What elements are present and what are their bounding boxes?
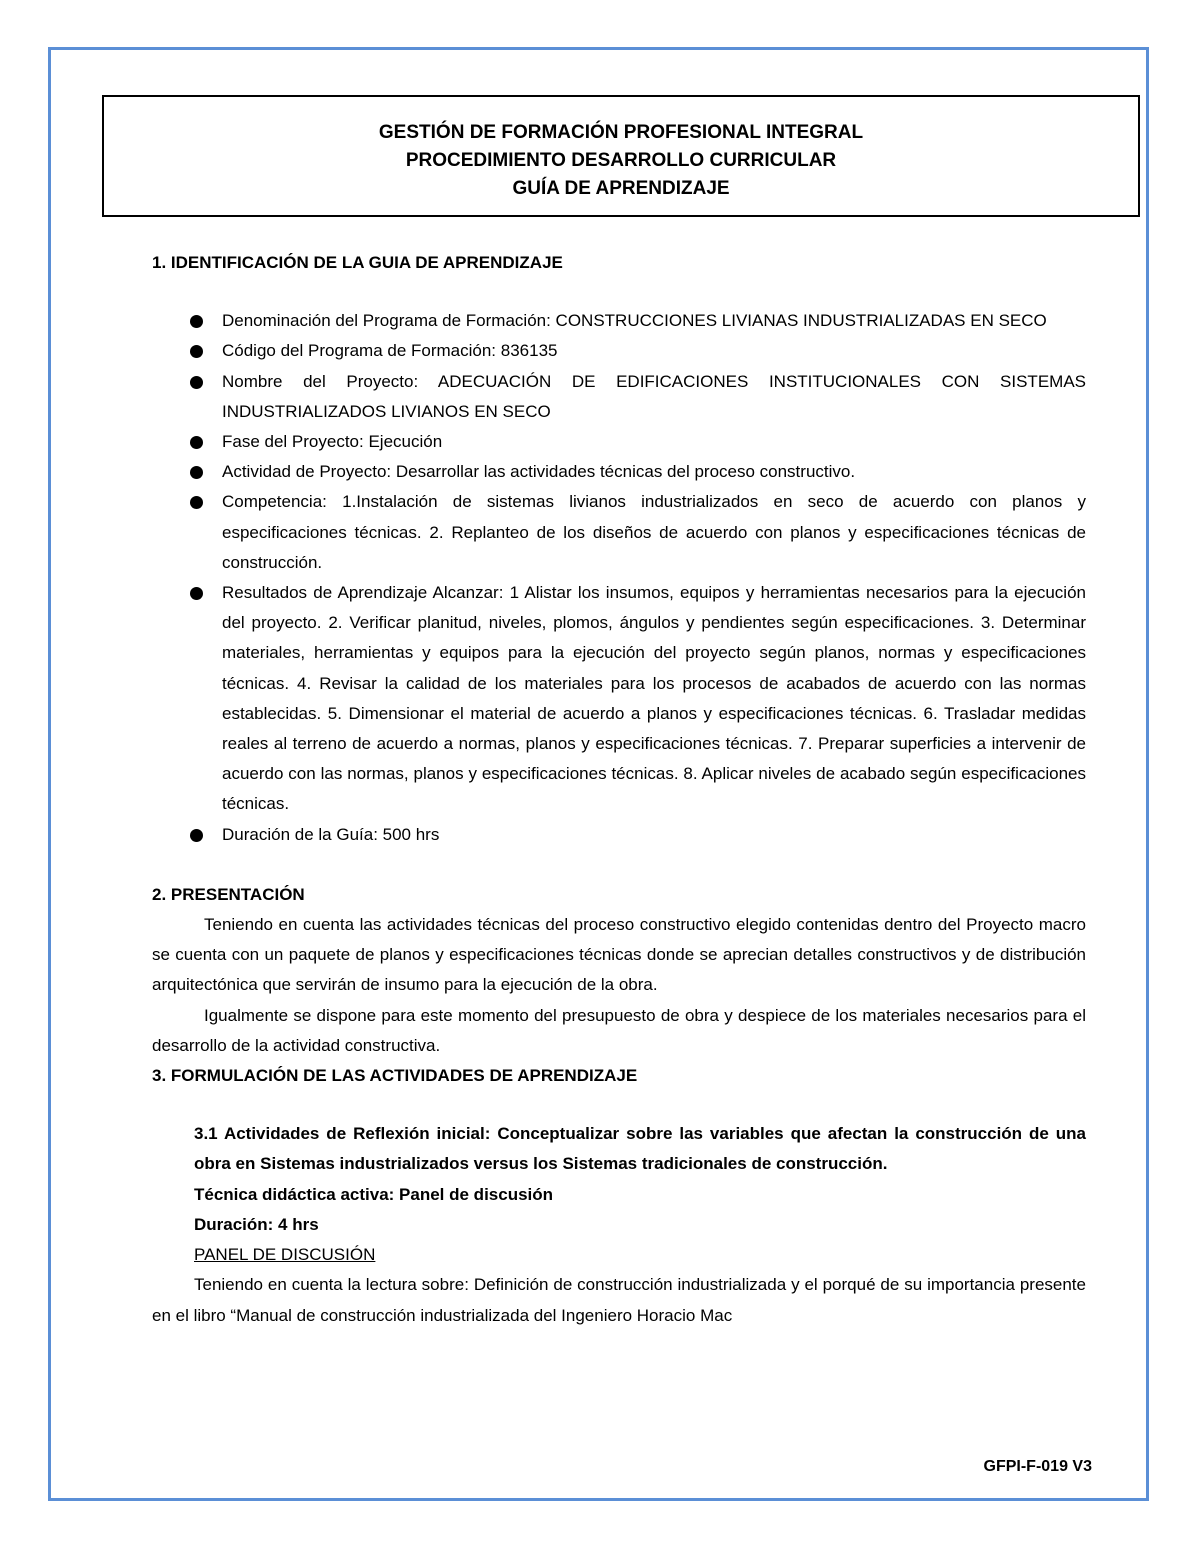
list-item-program-code [152, 336, 1086, 366]
presentation-paragraph-2: Igualmente se dispone para este momento del presupuesto de obra y despiece de los materiales necesarios para el desarrollo de la actividad constructiva. [152, 1005, 1086, 1055]
list-item-text: Código del Programa de Formación: 836135 [222, 341, 558, 361]
list-item-project-phase [152, 427, 1086, 457]
bullet-icon [190, 376, 203, 389]
activity-technique: Técnica didáctica activa: Panel de discusión [194, 1184, 554, 1204]
list-item-competency [152, 487, 1086, 578]
form-code: GFPI-F-019 V3 [983, 1458, 1092, 1475]
list-item-project-activity [152, 457, 1086, 487]
activity-3-1-block [152, 1119, 1086, 1270]
header-title-line-2: PROCEDIMIENTO DESARROLLO CURRICULAR [405, 150, 837, 171]
panel-paragraph: Teniendo en cuenta la lectura sobre: Definición de construcción industrializada y el porqué de su importancia presente en el libro “Manual de construcción industrializada del Ingeniero Horacio Mac [152, 1275, 1086, 1325]
bullet-icon [190, 587, 203, 600]
list-item-text: Competencia: 1.Instalación de sistemas livianos industrializados en seco de acuerdo con planos y especificaciones técnicas. 2. Replanteo de los diseños de acuerdo con planos y especificaciones técnicas de construcción. [222, 492, 1086, 572]
section-2-title: 2. PRESENTACIÓN [152, 884, 305, 904]
bullet-icon [190, 436, 203, 449]
header-title-line-3: GUÍA DE APRENDIZAJE [512, 178, 730, 199]
list-item-guide-duration [152, 820, 1086, 850]
bullet-icon [190, 345, 203, 358]
bullet-icon [190, 466, 203, 479]
list-item-project-name [152, 367, 1086, 427]
activity-3-1-title: 3.1 Actividades de Reflexión inicial: Conceptualizar sobre las variables que afectan la construcción de una obra en Sistemas industrializados versus los Sistemas tradicionales de construcción. [194, 1124, 1086, 1174]
list-item-program-name [152, 306, 1086, 336]
list-item-text: Duración de la Guía: 500 hrs [222, 824, 440, 844]
section-1-title: 1. IDENTIFICACIÓN DE LA GUIA DE APRENDIZAJE [152, 253, 563, 272]
section-3-title: 3. FORMULACIÓN DE LAS ACTIVIDADES DE APRENDIZAJE [152, 1066, 638, 1086]
panel-heading: PANEL DE DISCUSIÓN [194, 1245, 376, 1265]
list-item-text: Fase del Proyecto: Ejecución [222, 432, 443, 452]
bullet-icon [190, 496, 203, 509]
list-item-text: Actividad de Proyecto: Desarrollar las actividades técnicas del proceso constructivo. [222, 462, 856, 482]
document-header [102, 95, 1140, 217]
list-item-text: Denominación del Programa de Formación: CONSTRUCCIONES LIVIANAS INDUSTRIALIZADAS EN SECO [222, 311, 1047, 331]
activity-duration: Duración: 4 hrs [194, 1214, 319, 1234]
list-item-text: Resultados de Aprendizaje Alcanzar: 1 Alistar los insumos, equipos y herramientas necesarios para la ejecución del proyecto. 2. Verificar planitud, niveles, plomos, ángulos y pendientes según especificaciones. 3. Determinar materiales, herramientas y equipos para la ejecución del proyecto según planos, normas y especificaciones técnicas. 4. Revisar la calidad de los materiales para los procesos de acabados de acuerdo con las normas establecidas. 5. Dimensionar el material de acuerdo a planos y especificaciones técnicas. 6. Trasladar medidas reales al terreno de acuerdo a normas, planos y especificaciones técnicas. 7. Preparar superficies a intervenir de acuerdo con las normas, planos y especificaciones técnicas. 8. Aplicar niveles de acabado según especificaciones técnicas. [222, 583, 1086, 814]
document-body [152, 248, 1086, 1331]
list-item-text: Nombre del Proyecto: ADECUACIÓN DE EDIFICACIONES INSTITUCIONALES CON SISTEMAS INDUSTRIALIZADOS LIVIANOS EN SECO [222, 371, 1086, 421]
header-title-line-1: GESTIÓN DE FORMACIÓN PROFESIONAL INTEGRAL [378, 122, 864, 143]
identification-list [152, 306, 1086, 850]
presentation-paragraph-1: Teniendo en cuenta las actividades técnicas del proceso constructivo elegido contenidas dentro del Proyecto macro se cuenta con un paquete de planos y especificaciones técnicas donde se aprecian detalles constructivos y de distribución arquitectónica que servirán de insumo para la ejecución de la obra. [152, 915, 1086, 995]
list-item-learning-results [152, 578, 1086, 820]
bullet-icon [190, 315, 203, 328]
bullet-icon [190, 829, 203, 842]
